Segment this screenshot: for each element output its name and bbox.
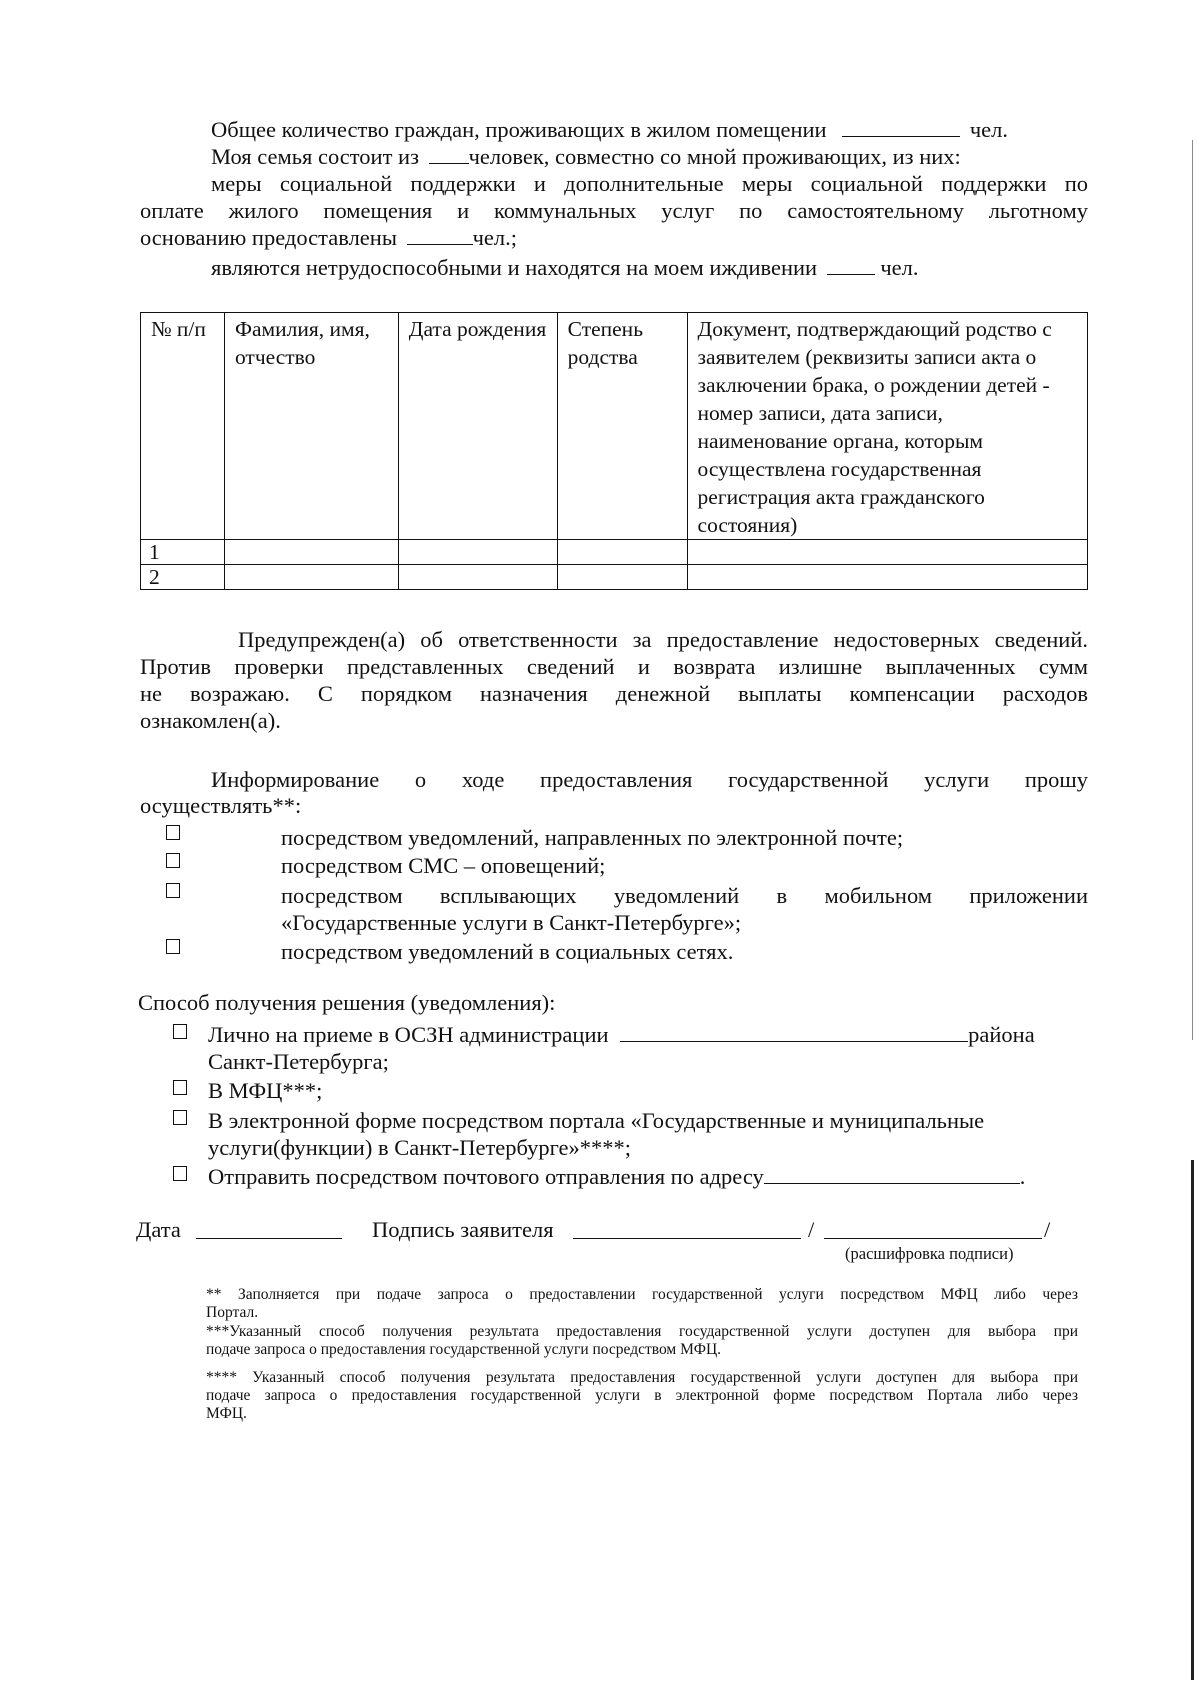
mail-label: Отправить посредством почтового отправления по адресу bbox=[208, 1164, 764, 1189]
email-notification-checkbox[interactable] bbox=[166, 825, 180, 840]
informing-line-1: Информирование о ходе предоставления государственной услуги прошу bbox=[211, 767, 1088, 792]
cell-full-name[interactable] bbox=[224, 540, 398, 565]
intro-line-2 bbox=[211, 143, 961, 170]
family-members-table bbox=[140, 312, 1088, 590]
col-header-full-name: Фамилия, имя, отчество bbox=[224, 313, 398, 540]
row-number: 1 bbox=[141, 540, 225, 565]
footnote-4-line-3: МФЦ. bbox=[206, 1405, 247, 1422]
social-notification-checkbox[interactable] bbox=[166, 939, 180, 954]
warning-line-2: Против проверки представленных сведений и возврата излишне выплаченных сумм bbox=[140, 654, 1088, 679]
receipt-option-mfc: В МФЦ***; bbox=[208, 1078, 323, 1103]
footnote-4-line-1: **** Указанный способ получения результата предоставления государственной услуги доступен для выбора при bbox=[206, 1369, 1078, 1386]
district-suffix: района bbox=[968, 1022, 1035, 1047]
intro-line-3b: оплате жилого помещения и коммунальных услуг по самостоятельному льготному bbox=[140, 198, 1088, 223]
informing-option-email: посредством уведомлений, направленных по электронной почте; bbox=[281, 825, 904, 850]
col-header-document: Документ, подтверждающий родство с заявителем (реквизиты записи акта о заключении брака, о рождении детей - номер записи, дата записи, наименование органа, которым осуществлена государственная регистрация акта гражданского состояния) bbox=[687, 313, 1087, 540]
decoding-caption: (расшифровка подписи) bbox=[845, 1244, 1014, 1263]
receipt-option-portal-line2: услуги(функции) в Санкт-Петербурге»****; bbox=[208, 1135, 632, 1160]
row-number: 2 bbox=[141, 565, 225, 590]
informing-option-app-line2: «Государственные услуги в Санкт-Петербурге»; bbox=[281, 910, 742, 935]
dependents-unit: чел. bbox=[880, 255, 919, 280]
intro-line-3a: меры социальной поддержки и дополнительные меры социальной поддержки по bbox=[211, 171, 1088, 196]
signature-slash-left: / bbox=[808, 1217, 815, 1242]
informing-line-2: осуществлять**: bbox=[140, 793, 302, 818]
informing-option-social: посредством уведомлений в социальных сетях. bbox=[281, 939, 734, 964]
mail-suffix: . bbox=[1019, 1164, 1026, 1189]
footnote-2-line-2: Портал. bbox=[206, 1304, 259, 1321]
receipt-heading: Способ получения решения (уведомления): bbox=[138, 990, 556, 1015]
informing-option-app: посредством всплывающих уведомлений в мобильном приложении bbox=[281, 883, 1088, 908]
signature-blank[interactable] bbox=[573, 1218, 801, 1239]
mfc-checkbox[interactable] bbox=[173, 1080, 187, 1095]
receipt-option-in-person bbox=[208, 1021, 1035, 1048]
family-size-label: Моя семья состоит из bbox=[211, 144, 419, 169]
residents-count-unit: чел. bbox=[969, 117, 1009, 142]
in-person-checkbox[interactable] bbox=[173, 1024, 187, 1039]
receipt-option-portal: В электронной форме посредством портала «Государственные и муниципальные bbox=[208, 1108, 985, 1133]
cell-document[interactable] bbox=[687, 565, 1087, 590]
sms-notification-checkbox[interactable] bbox=[166, 853, 180, 868]
cell-birth-date[interactable] bbox=[398, 565, 557, 590]
support-count-unit: чел.; bbox=[472, 225, 517, 250]
family-size-blank[interactable] bbox=[429, 143, 469, 164]
informing-option-sms: посредством СМС – оповещений; bbox=[281, 853, 606, 878]
app-notification-checkbox[interactable] bbox=[166, 883, 180, 898]
signature-label: Подпись заявителя bbox=[372, 1217, 554, 1242]
residents-count-label: Общее количество граждан, проживающих в жилом помещении bbox=[211, 117, 827, 142]
residents-count-blank[interactable] bbox=[842, 116, 960, 137]
intro-line-3c bbox=[140, 224, 517, 251]
col-header-relation: Степень родства bbox=[557, 313, 687, 540]
cell-relation[interactable] bbox=[557, 540, 687, 565]
receipt-option-mail bbox=[208, 1163, 1025, 1190]
signature-slash-right: / bbox=[1044, 1217, 1051, 1242]
signature-decoding-blank[interactable] bbox=[824, 1218, 1042, 1239]
support-count-label: основанию предоставлены bbox=[140, 225, 397, 250]
warning-line-3: не возражаю. С порядком назначения денежной выплаты компенсации расходов bbox=[140, 681, 1088, 706]
family-size-suffix: человек, совместно со мной проживающих, из них: bbox=[468, 144, 961, 169]
intro-line-1 bbox=[211, 116, 1008, 143]
footnote-3-line-1: ***Указанный способ получения результата предоставления государственной услуги доступен для выбора при bbox=[206, 1323, 1078, 1340]
cell-relation[interactable] bbox=[557, 565, 687, 590]
table-row bbox=[141, 540, 1088, 565]
warning-line-1: Предупрежден(а) об ответственности за предоставление недостоверных сведений. bbox=[238, 627, 1088, 652]
in-person-label: Лично на приеме в ОСЗН администрации bbox=[208, 1022, 609, 1047]
date-blank[interactable] bbox=[196, 1218, 342, 1239]
support-count-blank[interactable] bbox=[407, 224, 473, 245]
footnote-3-line-2: подаче запроса о предоставления государственной услуги посредством МФЦ. bbox=[206, 1341, 722, 1358]
cell-birth-date[interactable] bbox=[398, 540, 557, 565]
mail-address-blank[interactable] bbox=[764, 1163, 1020, 1184]
cell-full-name[interactable] bbox=[224, 565, 398, 590]
receipt-option-in-person-line2: Санкт-Петербурга; bbox=[208, 1049, 389, 1074]
dependents-blank[interactable] bbox=[827, 254, 875, 275]
col-header-number: № п/п bbox=[141, 313, 225, 540]
table-row bbox=[141, 565, 1088, 590]
footnote-2-line-1: ** Заполняется при подаче запроса о предоставлении государственной услуги посредством МФЦ либо через bbox=[206, 1286, 1078, 1303]
footnote-4-line-2: подаче запроса о предоставления государственной услуги в электронной форме посредством Портала либо через bbox=[206, 1387, 1078, 1404]
scan-edge-mark bbox=[1192, 140, 1193, 1040]
warning-line-4: ознакомлен(а). bbox=[140, 708, 281, 733]
intro-line-4 bbox=[211, 254, 919, 281]
district-blank[interactable] bbox=[620, 1021, 968, 1042]
mail-checkbox[interactable] bbox=[173, 1166, 187, 1181]
dependents-label: являются нетрудоспособными и находятся на моем иждивении bbox=[211, 255, 818, 280]
cell-document[interactable] bbox=[687, 540, 1087, 565]
scan-edge-mark bbox=[1191, 1160, 1194, 1680]
table-header-row bbox=[141, 313, 1088, 540]
portal-checkbox[interactable] bbox=[173, 1110, 187, 1125]
col-header-birth-date: Дата рождения bbox=[398, 313, 557, 540]
date-label: Дата bbox=[136, 1217, 181, 1242]
